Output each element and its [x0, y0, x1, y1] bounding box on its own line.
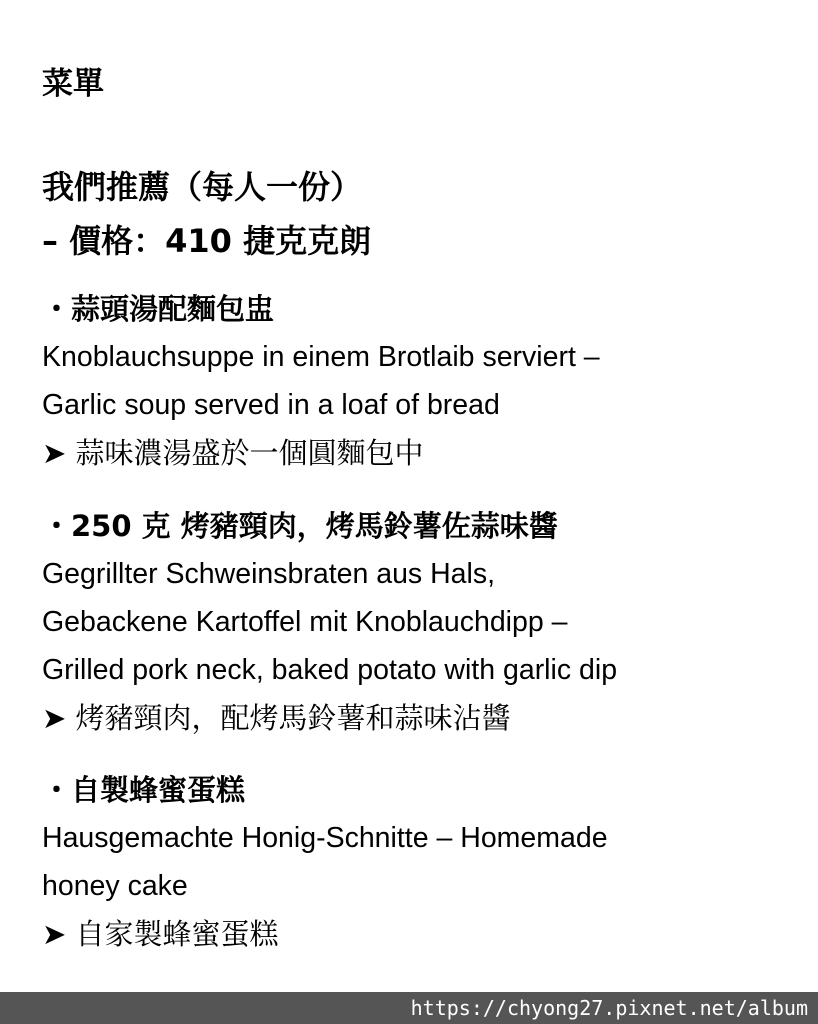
watermark-url: https://chyong27.pixnet.net/album: [410, 996, 808, 1020]
menu-item-description: Hausgemachte Honig-Schnitte – Homemade: [42, 822, 608, 854]
menu-item-chinese-note: ➤ 烤豬頸肉，配烤馬鈴薯和蒜味沾醬: [42, 701, 511, 735]
menu-item-chinese-note: ➤ 蒜味濃湯盛於一個圓麵包中: [42, 436, 424, 470]
menu-item-title: ・250 克 烤豬頸肉，烤馬鈴薯佐蒜味醬: [42, 509, 558, 543]
menu-item-description: Gebackene Kartoffel mit Knoblauchdipp –: [42, 606, 568, 638]
menu-item-title: ・自製蜂蜜蛋糕: [42, 773, 246, 807]
menu-item-description: Knoblauchsuppe in einem Brotlaib serviert –: [42, 341, 600, 373]
menu-item-description: Garlic soup served in a loaf of bread: [42, 389, 500, 421]
menu-item-honey-cake: [42, 766, 802, 958]
menu-item-chinese-note: ➤ 自家製蜂蜜蛋糕: [42, 917, 279, 951]
recommendation-heading: [42, 160, 371, 268]
page-title: 菜單: [42, 66, 104, 102]
watermark-bar: [0, 992, 818, 1024]
menu-item-title: ・蒜頭湯配麵包盅: [42, 292, 275, 326]
menu-item-pork-neck: [42, 502, 802, 742]
menu-item-description: Gegrillter Schweinsbraten aus Hals,: [42, 558, 496, 590]
recommendation-heading-line: 我們推薦（每人一份）: [42, 168, 363, 206]
menu-item-description: Grilled pork neck, baked potato with garlic dip: [42, 654, 618, 686]
price-line: – 價格：410 捷克克朗: [42, 222, 372, 260]
menu-item-description: honey cake: [42, 870, 188, 902]
menu-item-garlic-soup: [42, 285, 802, 477]
